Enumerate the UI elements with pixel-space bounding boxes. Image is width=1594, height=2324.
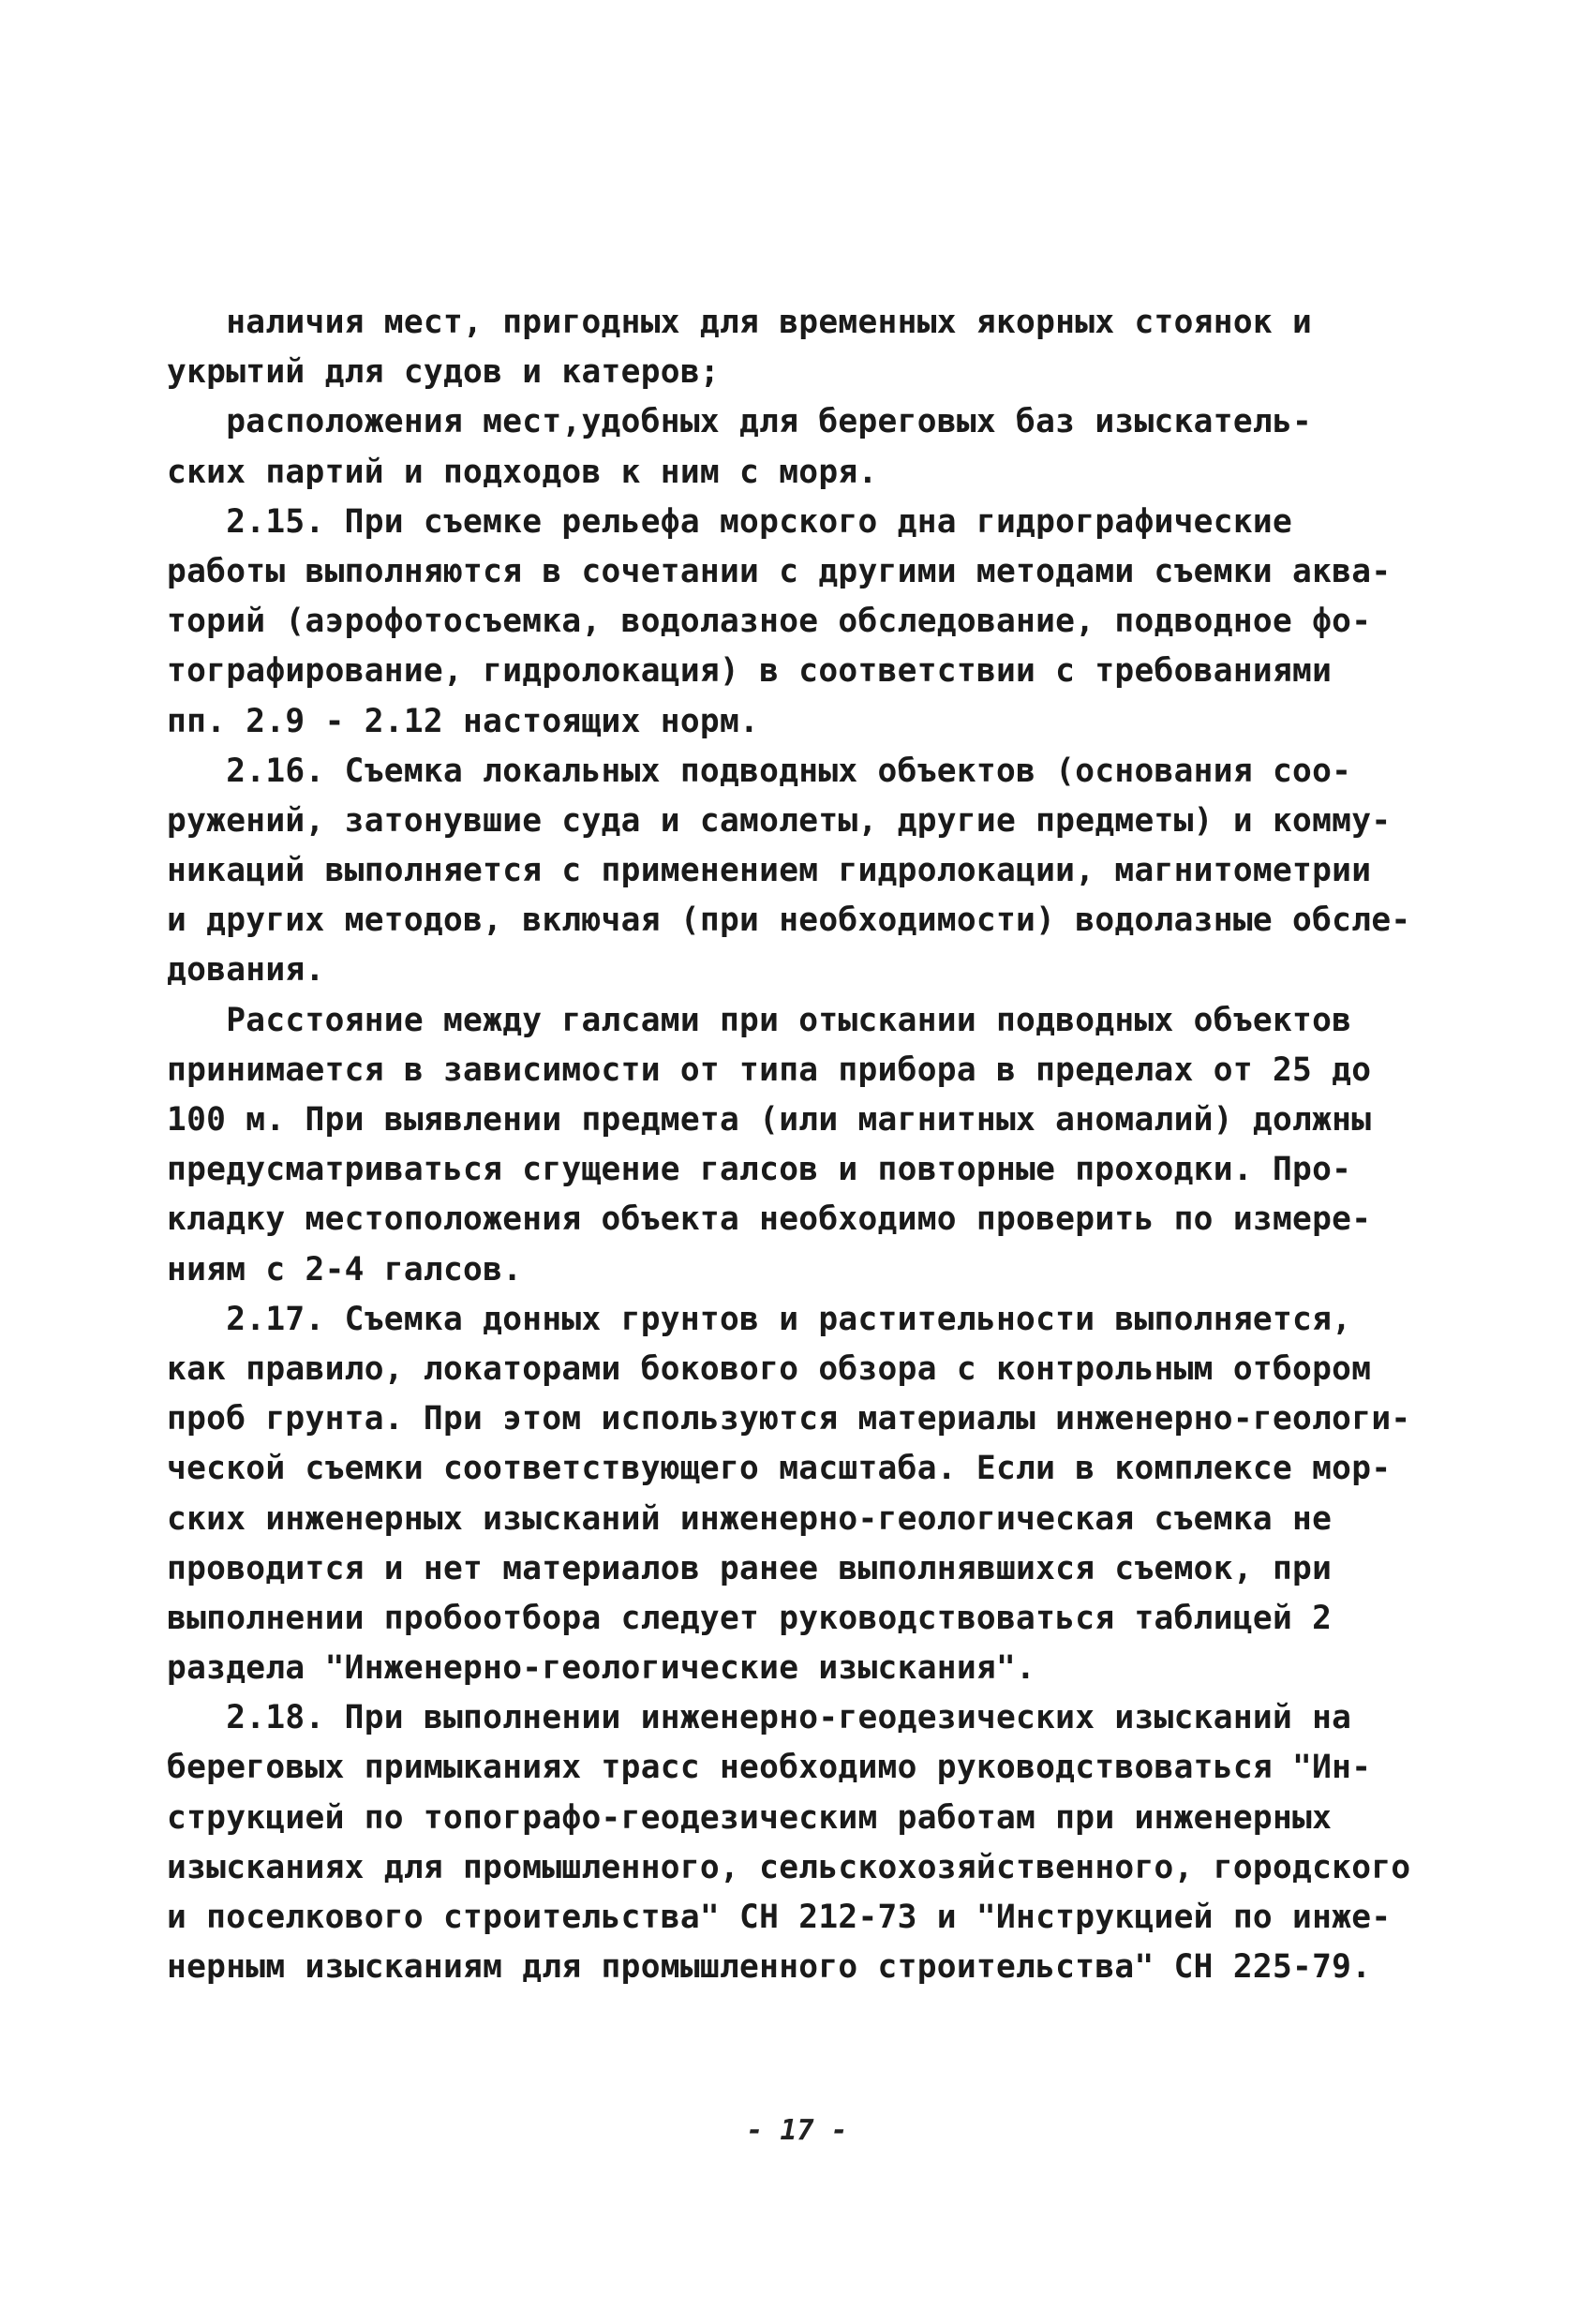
text-line: тографирование, гидролокация) в соответствии с требованиями [167,652,1333,691]
text-line: 2.18. При выполнении инженерно-геодезических изысканий на [167,1699,1352,1737]
text-line: нерным изысканиям для промышленного строительства" СН 225-79. [167,1948,1372,1987]
text-line: 2.15. При съемке рельефа морского дна гидрографические [167,502,1293,541]
text-line: 2.16. Съемка локальных подводных объектов (основания соо- [167,752,1352,790]
text-line: наличия мест, пригодных для временных якорных стоянок и [167,304,1313,341]
text-line: и других методов, включая (при необходимости) водолазные обсле- [167,901,1411,940]
text-line: 2.17. Съемка донных грунтов и растительности выполняется, [167,1300,1352,1338]
text-line: струкцией по топографо-геодезическим работам при инженерных [167,1798,1333,1837]
text-line: никаций выполняется с применением гидролокации, магнитометрии [167,852,1372,890]
text-line: предусматриваться сгущение галсов и повторные проходки. Про- [167,1151,1352,1189]
text-line: работы выполняются в сочетании с другими методами съемки аква- [167,552,1392,590]
text-line: кладку местоположения объекта необходимо проверить по измере- [167,1200,1372,1239]
text-line: и поселкового строительства" СН 212-73 и "Инструкцией по инже- [167,1899,1392,1936]
text-line: изысканиях для промышленного, сельскохозяйственного, городского [167,1848,1411,1886]
text-line: проводится и нет материалов ранее выполнявшихся съемок, при [167,1549,1333,1587]
text-line: пп. 2.9 - 2.12 настоящих норм. [167,702,760,740]
text-line: ских инженерных изысканий инженерно-геологическая съемка не [167,1499,1333,1538]
text-line: укрытий для судов и катеров; [167,353,720,392]
text-line: выполнении пробоотбора следует руководствоваться таблицей 2 [167,1599,1333,1637]
text-line: береговых примыканиях трасс необходимо руководствоваться "Ин- [167,1749,1372,1787]
text-line: проб грунта. При этом используются материалы инженерно-геологи- [167,1400,1411,1438]
text-line: 100 м. При выявлении предмета (или магнитных аномалий) должны [167,1101,1372,1139]
text-line: как правило, локаторами бокового обзора с контрольным отбором [167,1349,1372,1388]
text-line: ческой съемки соответствующего масштаба. Если в комплексе мор- [167,1450,1392,1488]
text-line: раздела "Инженерно-геологические изыскания". [167,1649,1036,1688]
text-line: принимается в зависимости от типа прибора в пределах от 25 до [167,1050,1372,1089]
page-number: - 17 - [746,2114,848,2147]
text-line: ских партий и подходов к ним с моря. [167,453,878,491]
text-line: расположения мест,удобных для береговых баз изыскатель- [167,403,1313,441]
text-line: ружений, затонувшие суда и самолеты, другие предметы) и комму- [167,801,1392,840]
text-line: Расстояние между галсами при отыскании подводных объектов [167,1001,1352,1039]
text-line: ниям с 2-4 галсов. [167,1250,523,1289]
body-text [167,298,1441,1992]
text-line: торий (аэрофотосъемка, водолазное обследование, подводное фо- [167,603,1372,641]
text-line: дования. [167,951,325,990]
